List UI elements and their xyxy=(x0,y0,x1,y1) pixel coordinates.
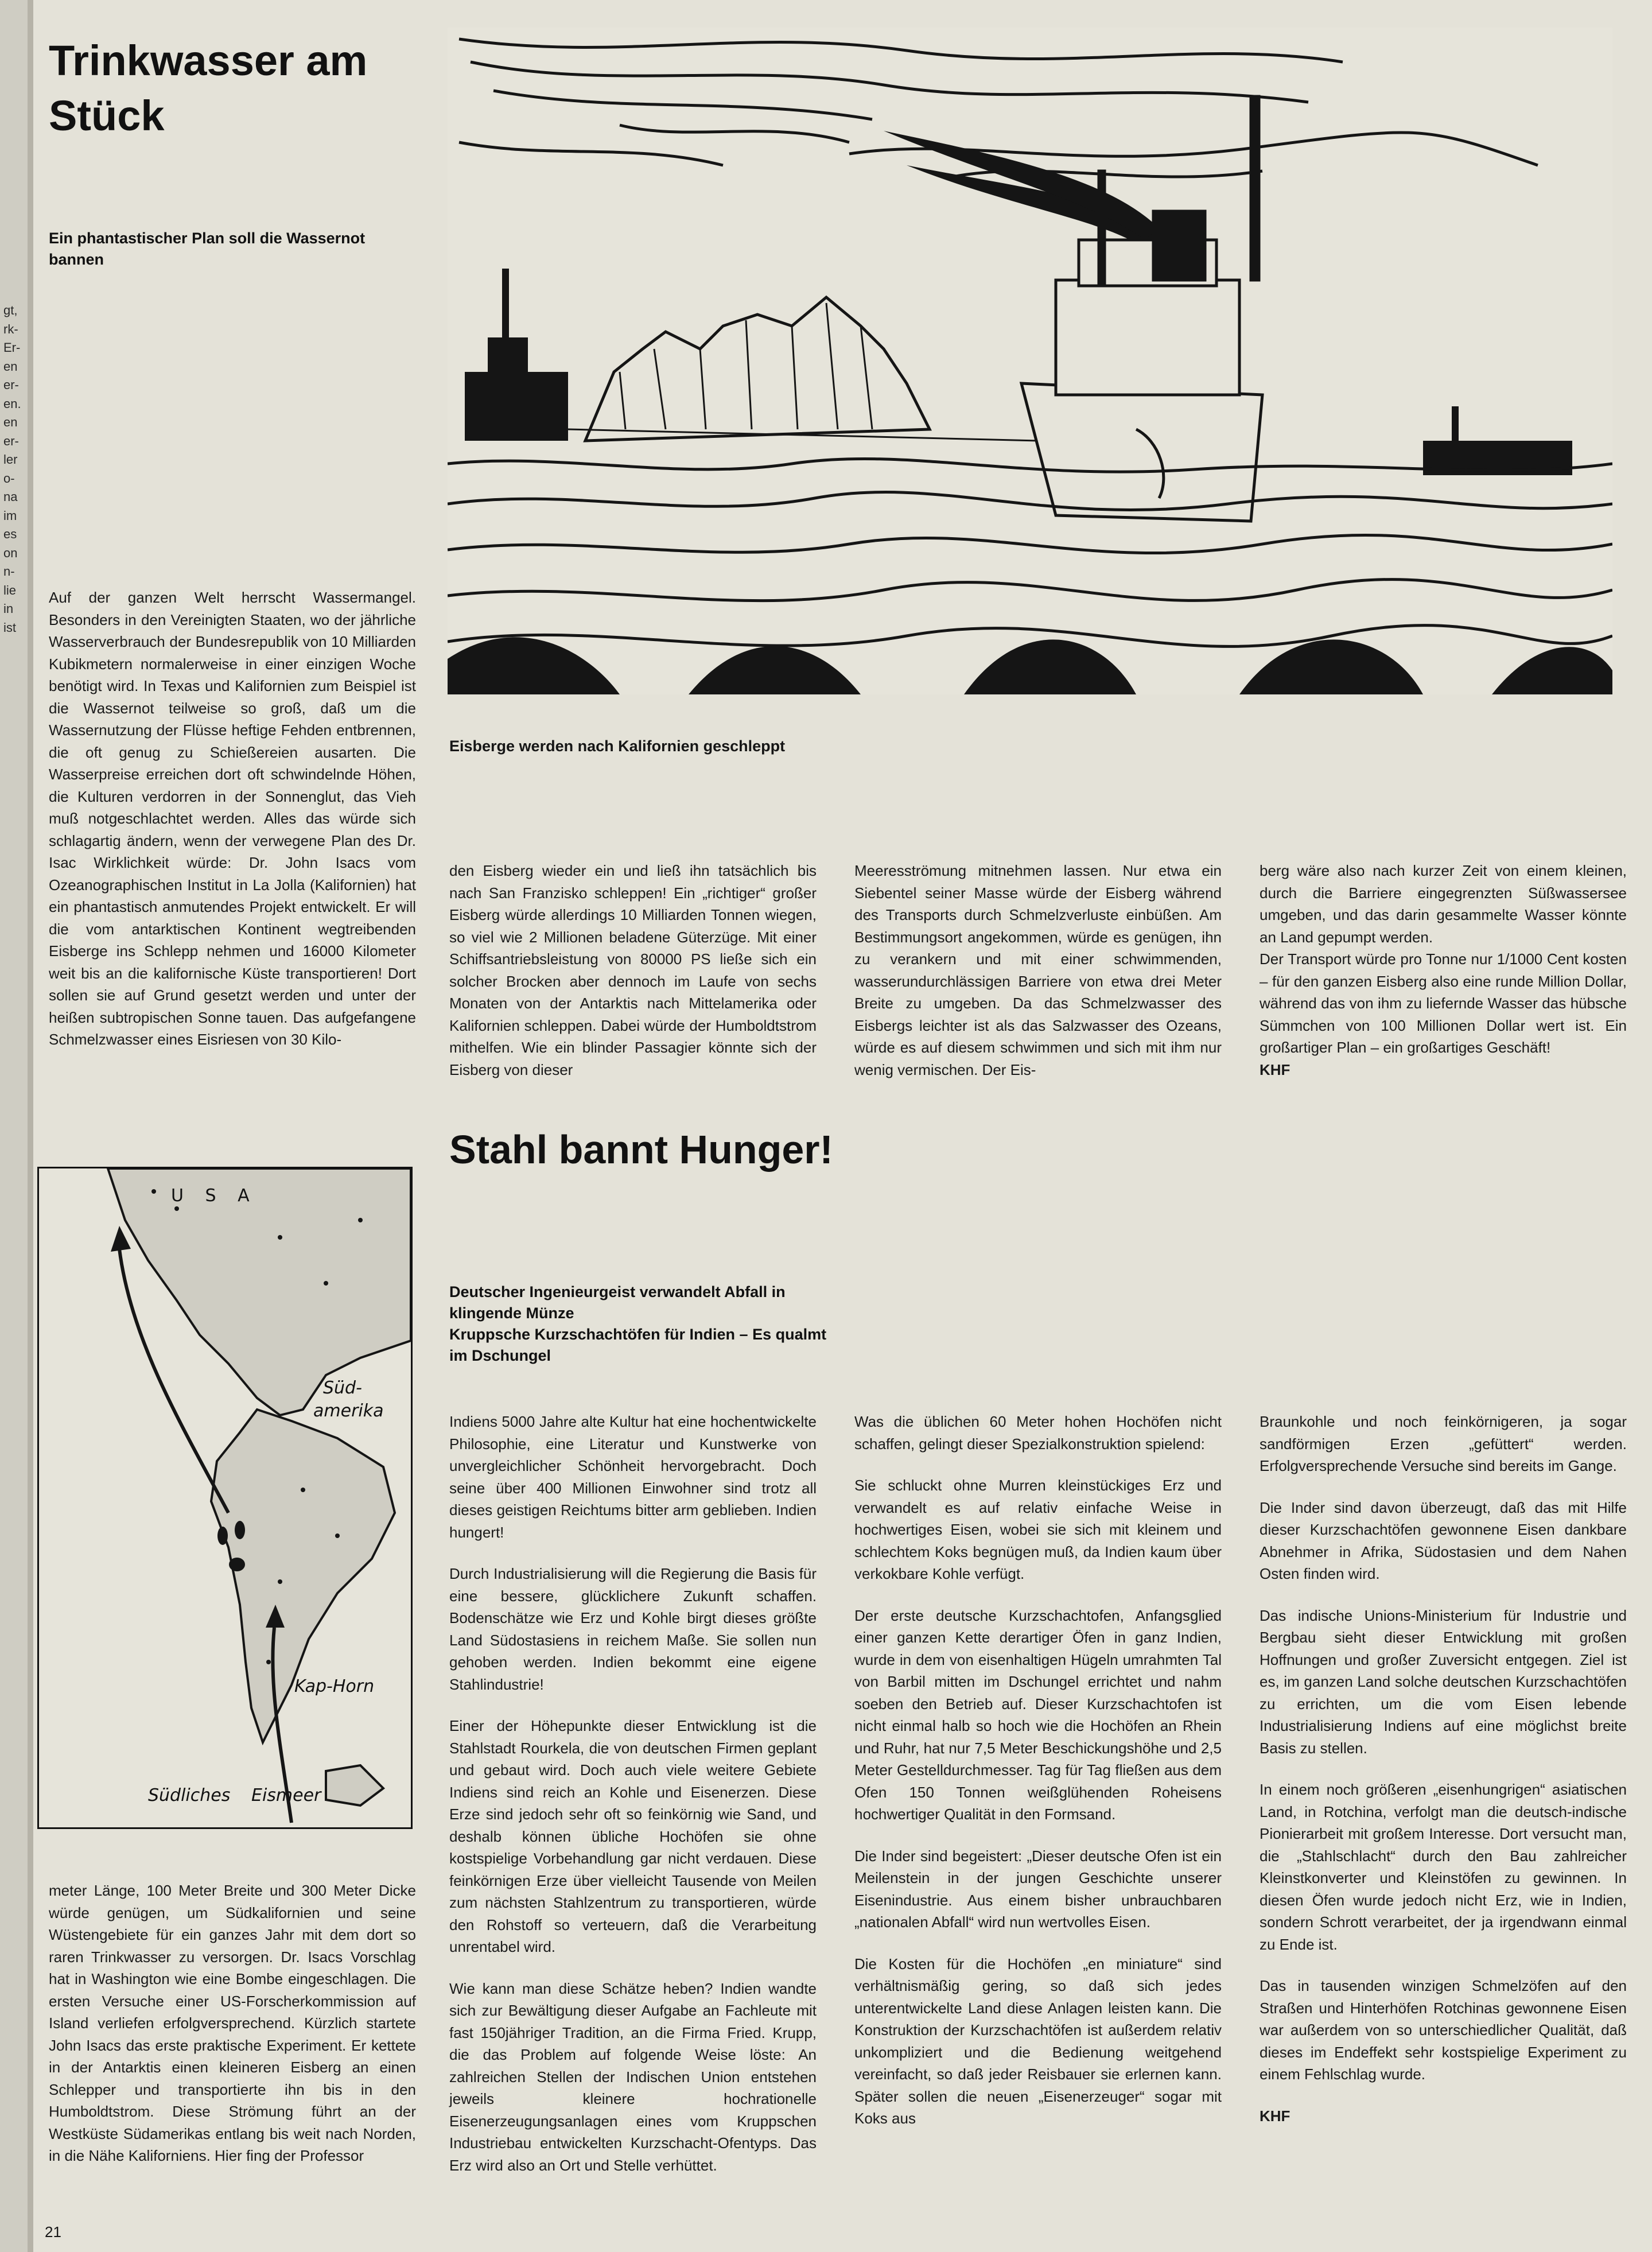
article1-subtitle: Ein phantastischer Plan soll die Wassernot bannen xyxy=(49,230,366,268)
map-label-usa: U S A xyxy=(171,1186,258,1206)
gutter-fragment: im xyxy=(3,508,17,523)
article1-signature: KHF xyxy=(1260,1061,1290,1078)
article2-col2-p4: Die Inder sind begeistert: „Dieser deutsche Ofen ist ein Meilenstein in der jungen Geschichte unserer Eisenindustrie. Aus einem bisher unbrauchbaren „nationalen Abfall“ wird nun wertvolles Eisen. xyxy=(854,1847,1222,1931)
article2-col3-p3: Das indische Unions-Ministerium für Industrie und Bergbau sieht dieser Entwicklung mit großen Hoffnungen und großer Zuversicht entgegen. Ziel ist es, im ganzen Land solche deutschen Kurzschachtöfen zu errichten, um die vom Eisen lebende Industrialisierung Indiens auf eine möglichst breite Basis zu stellen. xyxy=(1260,1606,1627,1757)
article1-title: Trinkwasser am Stück xyxy=(49,37,368,139)
gutter-edge xyxy=(28,0,33,2252)
article2-subtitle xyxy=(449,1282,834,1366)
gutter-fragment: lie xyxy=(3,583,17,597)
article2-col1-p4: Wie kann man diese Schätze heben? Indien wandte sich zur Bewältigung dieser Aufgabe an Fachleute mit fast 150jähriger Tradition, an die Firma Fried. Krupp, die das Problem auf folgende Weise löste: An zahlreichen Stellen der Indischen Union entstehen jeweils kleinere hochrationelle Eisenerzeugungsanlagen eines vom Kruppschen Industriebau entwickelten Kurzschacht-Ofentyps. Das Erz wird also an Ort und Stelle verhüttet. xyxy=(449,1979,817,2174)
map-label-southern-1: Südliches xyxy=(148,1785,231,1806)
article2-column-1 xyxy=(449,1411,817,2196)
article2-column-3 xyxy=(1260,1411,1627,2146)
article1-col4-p2: Der Transport würde pro Tonne nur 1/1000 Cent kosten – für den ganzen Eisberg also eine runde Million Dollar, während das von ihm zu liefernde Wasser das hübsche Sümmchen von 100 Millionen Dollar wert ist. Ein großartiger Plan – ein großartiges Geschäft! xyxy=(1260,950,1627,1056)
gutter-fragment: gt, xyxy=(3,303,18,317)
gutter-fragment: o- xyxy=(3,471,15,486)
article2-col1-p2: Durch Industrialisierung will die Regierung die Basis für eine bessere, glücklichere Zukunft schaffen. Bodenschätze wie Erz und Kohle birgt dieses größte Land Südostasiens in reichem Maße. Sie sollen nun gehoben werden. Indien bekommt eine eigene Stahlindustrie! xyxy=(449,1565,817,1693)
article1-col4-p1: berg wäre also nach kurzer Zeit von einem kleinen, durch die Barriere eingegrenzten Süßwassersee umgeben, und das darin gesammelte Wasser könnte an Land gepumpt werden. xyxy=(1260,862,1627,946)
gutter-fragment: ist xyxy=(3,620,16,635)
coastline xyxy=(108,1168,411,1806)
article1-column-1-continued xyxy=(49,1880,416,2167)
map-label-southern-2: Eismeer xyxy=(251,1785,321,1806)
map-label-caphorn: Kap-Horn xyxy=(294,1676,375,1696)
gutter-fragment: ler xyxy=(3,452,18,467)
gutter-fragment: er- xyxy=(3,433,19,448)
gutter-fragment: rk- xyxy=(3,321,18,336)
article2-col3-p4: In einem noch größeren „eisenhungrigen“ asiatischen Land, in Rotchina, verfolgt man die deutsch-indische Pionierarbeit mit großem Interesse. Dort versucht man, die „Stahlschlacht“ durch den Bau zahlreicher Kleinstkonverter und Kleinstöfen zu gewinnen. In diesen Öfen wurde jedoch nicht Erz, wie in Indien, sondern Schrott verarbeitet, der ja irgendwann einmal zu Ende ist. xyxy=(1260,1781,1627,1953)
article1-col2-text: den Eisberg wieder ein und ließ ihn tatsächlich bis nach San Franzisko schleppen! Ein „richtiger“ großer Eisberg würde allerdings 10 Milliarden Tonnen wiegen, so viel wie 2 Millionen beladene Güterzüge. Mit einer Schiffsantriebsleistung von 80000 PS ließe sich ein solcher Brocken aber dennoch im Laufe von sechs Monaten von der Antarktis nach Mittelamerika oder Kalifornien schleppen. Dabei würde der Humboldtstrom mithelfen. Wie ein blinder Passagier könnte sich der Eisberg von dieser xyxy=(449,862,817,1078)
gutter-fragment: Er- xyxy=(3,340,21,355)
article2-col2-p3: Der erste deutsche Kurzschachtofen, Anfangsglied einer ganzen Kette derartiger Öfen in ganz Indien, wurde in dem von eisenhaltigen Hügeln umrahmten Tal von Barbil mitten im Dschungel errichtet und nahm soeben den Betrieb auf. Dieser Kurzschachtofen ist nicht einmal halb so hoch wie die Hochöfen an Rhein und Ruhr, hat nur 7,5 Meter Beschickungshöhe und 2,5 Meter Gestelldurchmesser. Tag für Tag fließen aus dem Ofen 150 Tonnen weißglühenden Roheisens hochwertiger Qualität in den Formsand. xyxy=(854,1606,1222,1823)
article1-col1-text: Auf der ganzen Welt herrscht Wassermangel. Besonders in den Vereinigten Staaten, wo der jährliche Wasserverbrauch der Bundesrepublik von 10 Milliarden Kubikmetern normalerweise in einer einzigen Woche benötigt wird. In Texas und Kalifornien zum Beispiel ist die Wassernot teilweise so groß, daß um die Wassernutzung der Flüsse heftige Fehden entbrennen, die oft genug zu Schießereien ausarten. Die Wasserpreise erreichen dort oft schwindelnde Höhen, die Kulturen verdorren in der Sonnenglut, das Vieh muß notgeschlachtet werden. Alles das würde sich schlagartig ändern, wenn der verwegene Plan des Dr. Isac Wirklichkeit würde: Dr. John Isacs vom Ozeanographischen Institut in La Jolla (Kalifornien) hat ein phantastisch anmutendes Projekt entwickelt. Er will die vom antarktischen Kontinent wegtreibenden Eisberge ins Schlepp nehmen und 16000 Kilometer weit bis an die kalifornische Küste transportieren! Dort sollen sie auf Grund gesetzt werden und unter der heißen subtropischen Sonne tauen. Das aufgefangene Schmelzwasser eines Eisriesen von 30 Kilo- xyxy=(49,589,416,1048)
gutter-fragment: in xyxy=(3,601,14,616)
page-number: 21 xyxy=(45,2223,61,2241)
article1-col1-bottom-text: meter Länge, 100 Meter Breite und 300 Meter Dicke würde genügen, um Südkalifornien und seine Wüstengebiete für ein ganzes Jahr mit dem dort so raren Trinkwasser zu versorgen. Dr. Isacs Vorschlag hat in Washington wie eine Bombe eingeschlagen. Die ersten Versuche einer US-Forscherkommission auf Island verliefen erfolgversprechend. Kürzlich startete John Isacs das erste praktische Experiment. Er kettete in der Antarktis einen kleineren Eisberg an einen Schlepper und transportierte ihn bis in den Humboldtstrom. Diese Strömung führt an der Westküste Südamerikas entlang bis weit nach Norden, in die Nähe Kaliforniens. Hier fing der Professor xyxy=(49,1882,416,2164)
article1-column-1 xyxy=(49,587,416,1051)
page-gutter xyxy=(0,0,33,2252)
gutter-fragment: en xyxy=(3,359,18,374)
map-label-southamerica-2: amerika xyxy=(313,1401,384,1421)
article1-col3-text: Meeresströmung mitnehmen lassen. Nur etwa ein Siebentel seiner Masse würde der Eisberg während des Transports durch Schmelzverluste einbüßen. Am Bestimmungsort angekommen, würde es genügen, ihn zu verankern und mit einer schwimmenden, wasserundurchlässigen Barriere von etwa drei Meter Breite zu umgeben. Da das Schmelzwasser des Eisbergs leichter ist als das Salzwasser des Ozeans, würde es auf diesem schwimmen und sich mit ihm nur wenig vermischen. Der Eis- xyxy=(854,862,1222,1078)
article2-col2-p5: Die Kosten für die Hochöfen „en miniature“ sind verhältnismäßig gering, so daß sich jedes unterentwickelte Land diese Anlagen leisten kann. Die Konstruktion der Kurzschachtöfen ist außerdem relativ unkompliziert und die Bedienung weitgehend vereinfacht, so daß jeder Reisbauer sie erlernen kann. Später sollen die neuen „Eisenerzeuger“ sogar mit Koks aus xyxy=(854,1955,1222,2127)
iceberg-illustration xyxy=(448,28,1612,694)
illustration-caption: Eisberge werden nach Kalifornien geschleppt xyxy=(449,737,786,755)
article2-subtitle-line2: Kruppsche Kurzschachtöfen für Indien – Es qualmt im Dschungel xyxy=(449,1326,827,1364)
article2-col1-p3: Einer der Höhepunkte dieser Entwicklung ist die Stahlstadt Rourkela, die von deutschen Firmen geplant und gebaut wird. Doch auch viele weitere Gebiete Indiens sind reich an Kohle und Eisenerzen. Diese Erze sind jedoch sehr oft so feinkörnig wie Sand, und deshalb können übliche Hochöfen sie ohne kostspielige Vorbehandlung gar nicht verdauen. Diese feinkörnigen Erze über vielleicht Tausende von Meilen zum nächsten Stahlzentrum zu transportieren, würde den Rohstoff so verteuern, daß die Verarbeitung unrentabel wird. xyxy=(449,1717,817,1955)
article2-col3-p1: Braunkohle und noch feinkörnigeren, ja sogar sandförmigen Erzen „gefüttert“ werden. Erfolgversprechende Versuche sind bereits im Gange. xyxy=(1260,1413,1627,1474)
gutter-fragment: en. xyxy=(3,396,21,411)
map-drawing xyxy=(39,1168,411,1827)
article2-signature: KHF xyxy=(1260,2107,1290,2125)
gutter-fragment: er- xyxy=(3,378,19,392)
article2-subtitle-line1: Deutscher Ingenieurgeist verwandelt Abfall in klingende Münze xyxy=(449,1283,786,1322)
article2-col3-p5: Das in tausenden winzigen Schmelzöfen auf den Straßen und Hinterhöfen Rotchinas gewonnene Eisen war außerdem von so unterschiedlicher Qualität, daß dieses im Endeffekt sehr kostspielige Experiment zu einem Fehlschlag wurde. xyxy=(1260,1977,1627,2083)
article1-column-2 xyxy=(449,860,817,1081)
route-map xyxy=(37,1167,413,1829)
article2-col3-p2: Die Inder sind davon überzeugt, daß das mit Hilfe dieser Kurzschachtöfen gewonnene Eisen dankbare Abnehmer in Afrika, Südostasien und dem Nahen Osten finden wird. xyxy=(1260,1498,1627,1582)
gutter-fragment: n- xyxy=(3,564,15,578)
article1-column-3 xyxy=(854,860,1222,1081)
article2-col1-p1: Indiens 5000 Jahre alte Kultur hat eine hochentwickelte Philosophie, eine Literatur und Kunstwerke von unvergleichlicher Schönheit hervorgebracht. Doch seine über 400 Millionen Einwohner sind trotz all dieses geistigen Reichtums bitter arm geblieben. Indien hungert! xyxy=(449,1413,817,1541)
gutter-fragment: on xyxy=(3,545,18,560)
article1-column-4 xyxy=(1260,860,1627,1081)
gutter-fragment: es xyxy=(3,527,17,541)
article2-col2-p2: Sie schluckt ohne Murren kleinstückiges Erz und verwandelt es auf relativ einfache Weise in hochwertiges Eisen, wobei sie sich mit kleinem und schlechtem Koks begnügen muß, da Indien kaum über verkokbare Kohle verfügt. xyxy=(854,1477,1222,1582)
gutter-fragment: na xyxy=(3,490,18,504)
map-label-southamerica-1: Süd- xyxy=(323,1378,362,1398)
article2-title: Stahl bannt Hunger! xyxy=(449,1127,833,1172)
article2-col2-p1: Was die üblichen 60 Meter hohen Hochöfen nicht schaffen, gelingt dieser Spezialkonstruktion spielend: xyxy=(854,1413,1222,1453)
article2-column-2 xyxy=(854,1411,1222,2149)
gutter-fragment: en xyxy=(3,415,18,429)
